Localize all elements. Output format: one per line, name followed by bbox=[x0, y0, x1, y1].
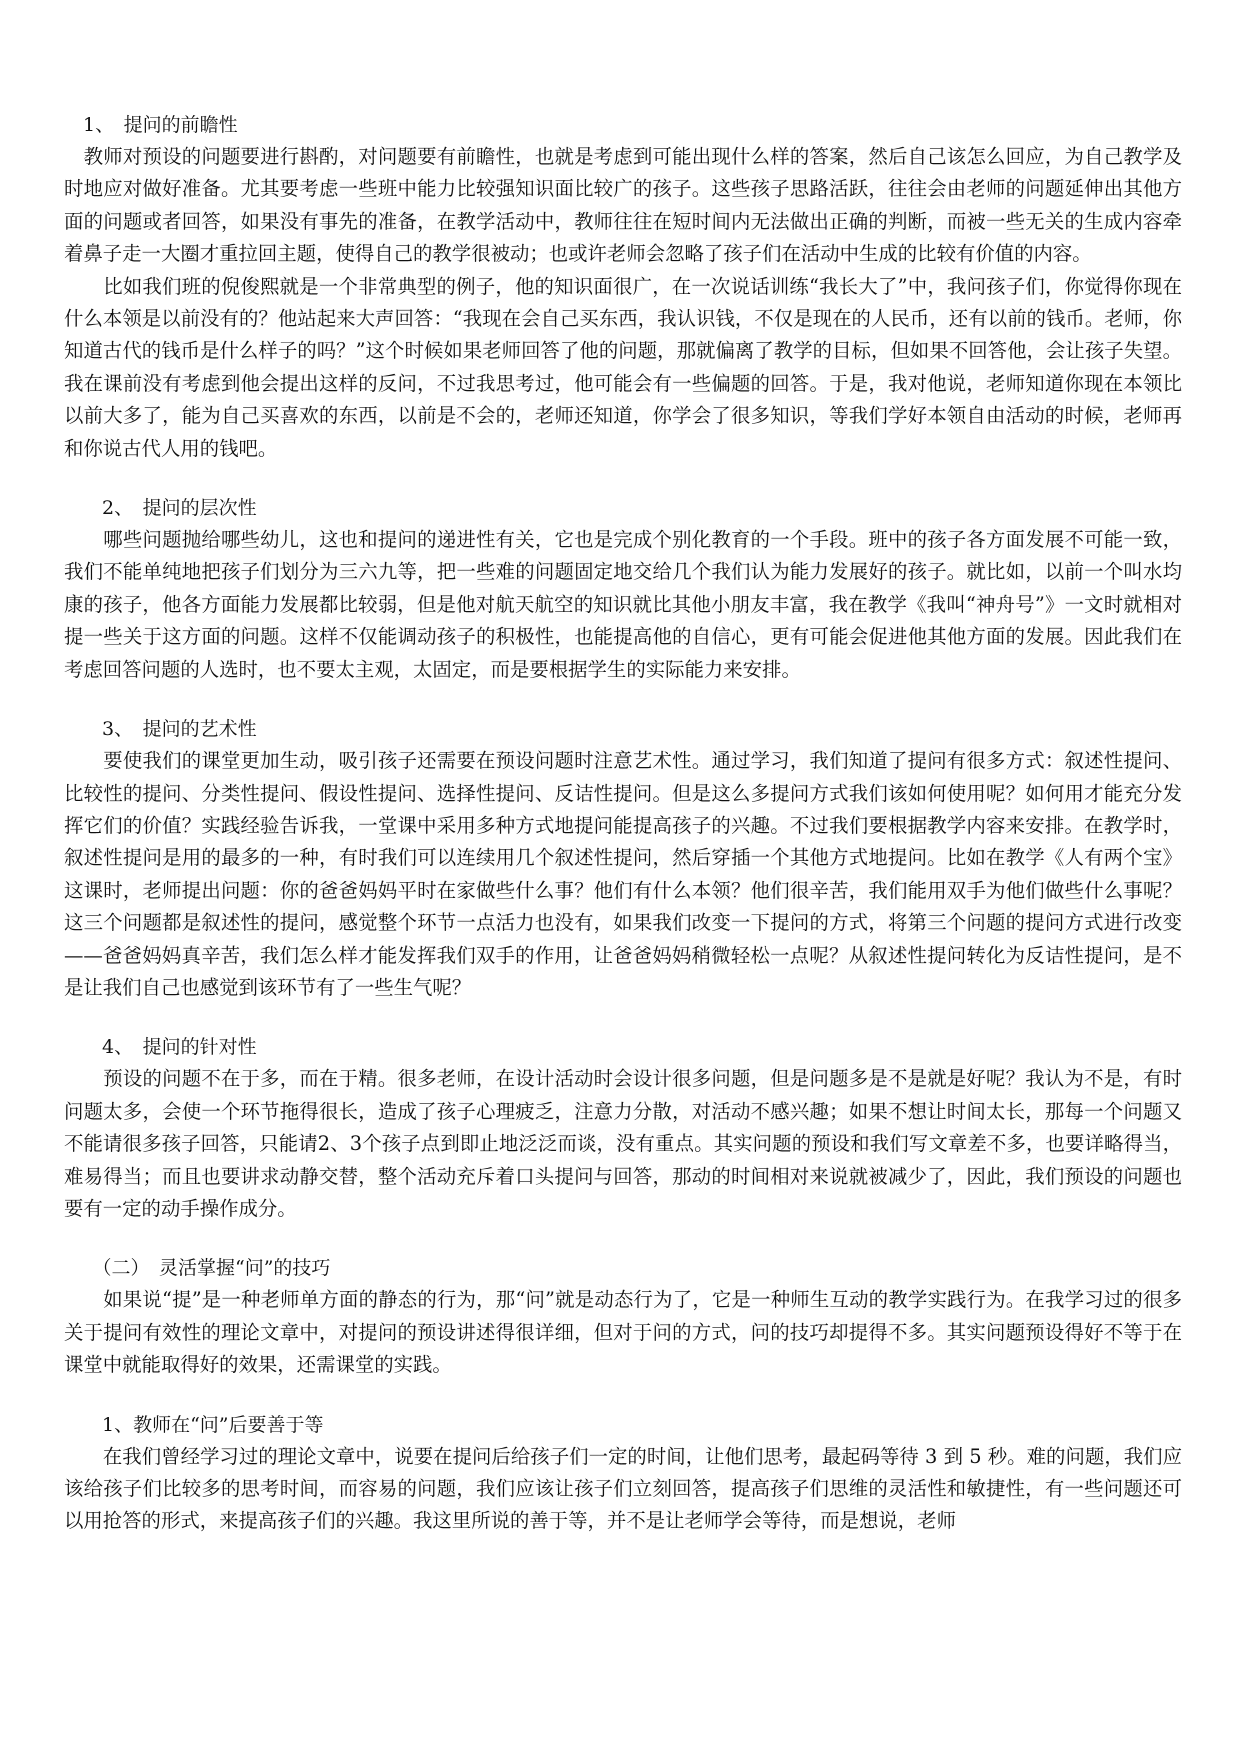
section-hierarchy bbox=[64, 492, 1182, 686]
spacer bbox=[64, 1382, 1182, 1409]
section-heading: 2、 提问的层次性 bbox=[64, 497, 257, 520]
section-questioning-skills bbox=[64, 1252, 1182, 1381]
paragraph: 比如我们班的倪俊熙就是一个非常典型的例子，他的知识面很广，在一次说话训练“我长大了”中，我问孩子们，你觉得你现在什么本领是以前没有的？他站起来大声回答：“我现在会自己买东西，我认识钱，不仅是现在的人民币，还有以前的钱币。老师，你知道古代的钱币是什么样子的吗？”这个时候如果老师回答了他的问题，那就偏离了教学的目标，但如果不回答他，会让孩子失望。我在课前没有考虑到他会提出这样的反问，不过我思考过，他可能会有一些偏题的回答。于是，我对他说，老师知道你现在本领比以前大多了，能为自己买喜欢的东西，以前是不会的，老师还知道，你学会了很多知识，等我们学好本领自由活动的时候，老师再和你说古代人用的钱吧。 bbox=[64, 274, 1182, 460]
spacer bbox=[64, 1225, 1182, 1252]
paragraph: 如果说“提”是一种老师单方面的静态的行为，那“问”就是动态行为了，它是一种师生互动的教学实践行为。在我学习过的很多关于提问有效性的理论文章中，对提问的预设讲述得很详细，但对于问的方式，问的技巧却提得不多。其实问题预设得好不等于在课堂中就能取得好的效果，还需课堂的实践。 bbox=[64, 1288, 1182, 1377]
section-artistry bbox=[64, 713, 1182, 1004]
section-heading: 1、教师在“问”后要善于等 bbox=[64, 1413, 324, 1436]
paragraph: 教师对预设的问题要进行斟酌，对问题要有前瞻性，也就是考虑到可能出现什么样的答案，然后自己该怎么回应，为自己教学及时地应对做好准备。尤其要考虑一些班中能力比较强知识面比较广的孩子。这些孩子思路活跃，往往会由老师的问题延伸出其他方面的问题或者回答，如果没有事先的准备，在教学活动中，教师往往在短时间内无法做出正确的判断，而被一些无关的生成内容牵着鼻子走一大圈才重拉回主题，使得自己的教学很被动；也或许老师会忽略了孩子们在活动中生成的比较有价值的内容。 bbox=[64, 145, 1182, 266]
section-heading: 4、 提问的针对性 bbox=[64, 1036, 257, 1059]
spacer bbox=[64, 686, 1182, 713]
paragraph: 预设的问题不在于多，而在于精。很多老师，在设计活动时会设计很多问题，但是问题多是不是就是好呢？我认为不是，有时问题太多，会使一个环节拖得很长，造成了孩子心理疲乏，注意力分散，对活动不感兴趣；如果不想让时间太长，那每一个问题又不能请很多孩子回答，只能请2、3个孩子点到即止地泛泛而谈，没有重点。其实问题的预设和我们写文章差不多，也要详略得当，难易得当；而且也要讲求动静交替，整个活动充斥着口头提问与回答，那动的时间相对来说就被减少了，因此，我们预设的问题也要有一定的动手操作成分。 bbox=[64, 1067, 1182, 1220]
section-heading: （二） 灵活掌握“问”的技巧 bbox=[64, 1257, 331, 1280]
document-body bbox=[64, 109, 1182, 1538]
section-heading: 3、 提问的艺术性 bbox=[64, 718, 257, 741]
section-wait-after-question bbox=[64, 1409, 1182, 1538]
paragraph: 要使我们的课堂更加生动，吸引孩子还需要在预设问题时注意艺术性。通过学习，我们知道了提问有很多方式：叙述性提问、比较性的提问、分类性提问、假设性提问、选择性提问、反诘性提问。但是这么多提问方式我们该如何使用呢？如何用才能充分发挥它们的价值？实践经验告诉我，一堂课中采用多种方式地提问能提高孩子的兴趣。不过我们要根据教学内容来安排。在教学时，叙述性提问是用的最多的一种，有时我们可以连续用几个叙述性提问，然后穿插一个其他方式地提问。比如在教学《人有两个宝》这课时，老师提出问题：你的爸爸妈妈平时在家做些什么事？他们有什么本领？他们很辛苦，我们能用双手为他们做些什么事呢？这三个问题都是叙述性的提问，感觉整个环节一点活力也没有，如果我们改变一下提问的方式，将第三个问题的提问方式进行改变——爸爸妈妈真辛苦，我们怎么样才能发挥我们双手的作用，让爸爸妈妈稍微轻松一点呢？从叙述性提问转化为反诘性提问，是不是让我们自己也感觉到该环节有了一些生气呢？ bbox=[64, 749, 1182, 999]
section-heading: 1、 提问的前瞻性 bbox=[64, 114, 238, 136]
section-pertinence bbox=[64, 1031, 1182, 1225]
spacer bbox=[64, 465, 1182, 492]
spacer bbox=[64, 1004, 1182, 1031]
paragraph: 在我们曾经学习过的理论文章中，说要在提问后给孩子们一定的时间，让他们思考，最起码等待 3 到 5 秒。难的问题，我们应该给孩子们比较多的思考时间，而容易的问题，我们应该让孩子们立刻回答，提高孩子们思维的灵活性和敏捷性，有一些问题还可以用抢答的形式，来提高孩子们的兴趣。我这里所说的善于等，并不是让老师学会等待，而是想说，老师 bbox=[64, 1444, 1182, 1533]
paragraph: 哪些问题抛给哪些幼儿，这也和提问的递进性有关，它也是完成个别化教育的一个手段。班中的孩子各方面发展不可能一致，我们不能单纯地把孩子们划分为三六九等，把一些难的问题固定地交给几个我们认为能力发展好的孩子。就比如，以前一个叫水均康的孩子，他各方面能力发展都比较弱，但是他对航天航空的知识就比其他小朋友丰富，我在教学《我叫“神舟号”》一文时就相对提一些关于这方面的问题。这样不仅能调动孩子的积极性，也能提高他的自信心，更有可能会促进他其他方面的发展。因此我们在考虑回答问题的人选时，也不要太主观，太固定，而是要根据学生的实际能力来安排。 bbox=[64, 528, 1182, 681]
section-foresight bbox=[64, 109, 1182, 465]
